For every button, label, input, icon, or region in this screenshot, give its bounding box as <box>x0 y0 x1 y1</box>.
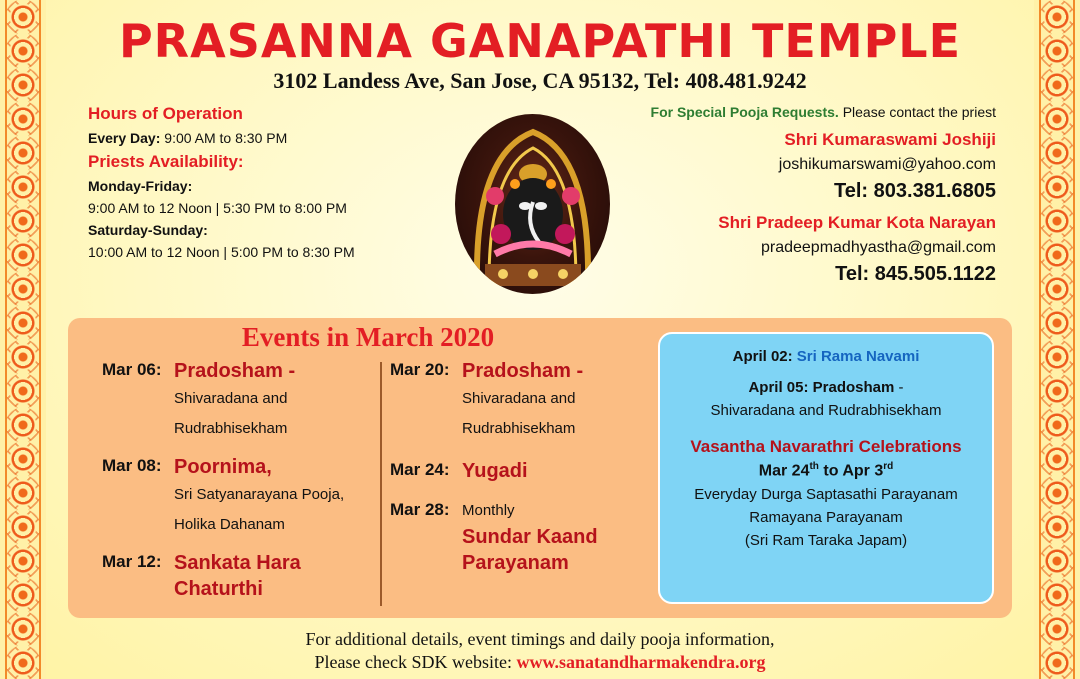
weekday-value: 9:00 AM to 12 Noon | 5:30 PM to 8:00 PM <box>88 200 347 216</box>
events-panel <box>68 318 1012 618</box>
weekday-label: Monday-Friday: <box>88 178 193 194</box>
april-event-1-date: April 02: <box>732 348 793 365</box>
event-item <box>390 498 660 576</box>
april-event-2-dash: - <box>894 379 904 396</box>
weekend-value: 10:00 AM to 12 Noon | 5:00 PM to 8:30 PM <box>88 244 355 260</box>
april-event-1 <box>660 348 992 365</box>
deity-image <box>455 114 610 294</box>
website-link[interactable]: www.sanatandharmakendra.org <box>516 652 766 672</box>
event-name: Pradosham - <box>462 360 584 382</box>
hours-title: Hours of Operation <box>88 104 243 123</box>
april-event-2 <box>660 379 992 396</box>
event-name-cont: Chaturthi <box>174 578 263 600</box>
event-detail: Holika Dahanam <box>174 516 285 533</box>
april-event-1-name: Sri Rama Navami <box>796 348 920 365</box>
event-date: Mar 12: <box>102 552 162 571</box>
footer-line-1: For additional details, event timings and daily pooja information, <box>305 629 775 649</box>
pooja-request-text: Please contact the priest <box>842 104 996 120</box>
hours-section <box>88 104 408 260</box>
event-name: Sankata Hara <box>174 552 301 574</box>
event-date: Mar 06: <box>102 360 162 379</box>
everyday-value: 9:00 AM to 8:30 PM <box>164 130 288 146</box>
event-detail: Rudrabhisekham <box>174 420 288 437</box>
vasantha-title: Vasantha Navarathri Celebrations <box>690 437 962 456</box>
vasantha-dates: Mar 24th to Apr 3rd <box>758 461 894 480</box>
event-item <box>102 454 372 540</box>
event-item <box>390 458 660 484</box>
event-name: Poornima, <box>174 456 272 478</box>
vasantha-detail-1: Everyday Durga Saptasathi Parayanam <box>694 486 958 504</box>
april-events-box <box>658 332 994 604</box>
column-divider <box>380 362 382 606</box>
event-date: Mar 24: <box>390 460 450 479</box>
pooja-request-label: For Special Pooja Requests. <box>650 104 839 120</box>
event-detail: Sri Satyanarayana Pooja, <box>174 486 345 503</box>
priest-tel-2: Tel: 845.505.1122 <box>835 263 996 285</box>
decorative-border-left <box>0 0 46 679</box>
pooja-contact-section <box>596 104 996 286</box>
event-item <box>102 358 372 444</box>
weekend-label: Saturday-Sunday: <box>88 222 208 238</box>
event-detail: Shivaradana and <box>462 390 576 407</box>
events-column-1 <box>102 358 372 612</box>
footer-prefix: Please check SDK website: <box>314 652 517 672</box>
footer <box>0 628 1080 674</box>
event-detail: Rudrabhisekham <box>462 420 576 437</box>
event-date: Mar 20: <box>390 360 450 379</box>
event-name: Yugadi <box>462 460 528 482</box>
temple-address: 3102 Landess Ave, San Jose, CA 95132, Tel: 408.481.9242 <box>273 68 807 93</box>
vasantha-detail-3: (Sri Ram Taraka Japam) <box>744 532 908 550</box>
events-title: Events in March 2020 <box>241 322 495 352</box>
event-name-cont: Parayanam <box>462 552 569 574</box>
decorative-border-right <box>1034 0 1080 679</box>
event-prefix: Monthly <box>462 502 515 519</box>
event-item <box>390 358 660 444</box>
footer-line-2 <box>0 651 1080 674</box>
events-column-2 <box>390 358 660 586</box>
event-detail: Shivaradana and <box>174 390 288 407</box>
ganesha-deity-icon <box>455 114 610 294</box>
event-date: Mar 08: <box>102 456 162 475</box>
priest-name-1: Shri Kumaraswami Joshiji <box>784 130 996 149</box>
event-date: Mar 28: <box>390 500 450 519</box>
pooja-request-line <box>596 104 996 120</box>
priest-email-1[interactable]: joshikumarswami@yahoo.com <box>778 156 996 173</box>
vasantha-detail-2: Ramayana Parayanam <box>749 509 903 527</box>
priest-email-2[interactable]: pradeepmadhyastha@gmail.com <box>760 239 996 256</box>
everyday-hours <box>88 130 408 146</box>
priests-title: Priests Availability: <box>88 152 244 171</box>
priest-tel-1: Tel: 803.381.6805 <box>834 180 996 202</box>
event-item <box>102 550 372 602</box>
everyday-label: Every Day: <box>88 130 161 146</box>
priest-name-2: Shri Pradeep Kumar Kota Narayan <box>718 213 996 232</box>
event-name: Sundar Kaand <box>462 526 598 548</box>
event-name: Pradosham - <box>174 360 296 382</box>
april-event-2-detail: Shivaradana and Rudrabhisekham <box>710 402 942 419</box>
temple-title: PRASANNA GANAPATHI TEMPLE <box>118 14 962 68</box>
april-event-2-date: April 05: Pradosham <box>748 379 895 396</box>
